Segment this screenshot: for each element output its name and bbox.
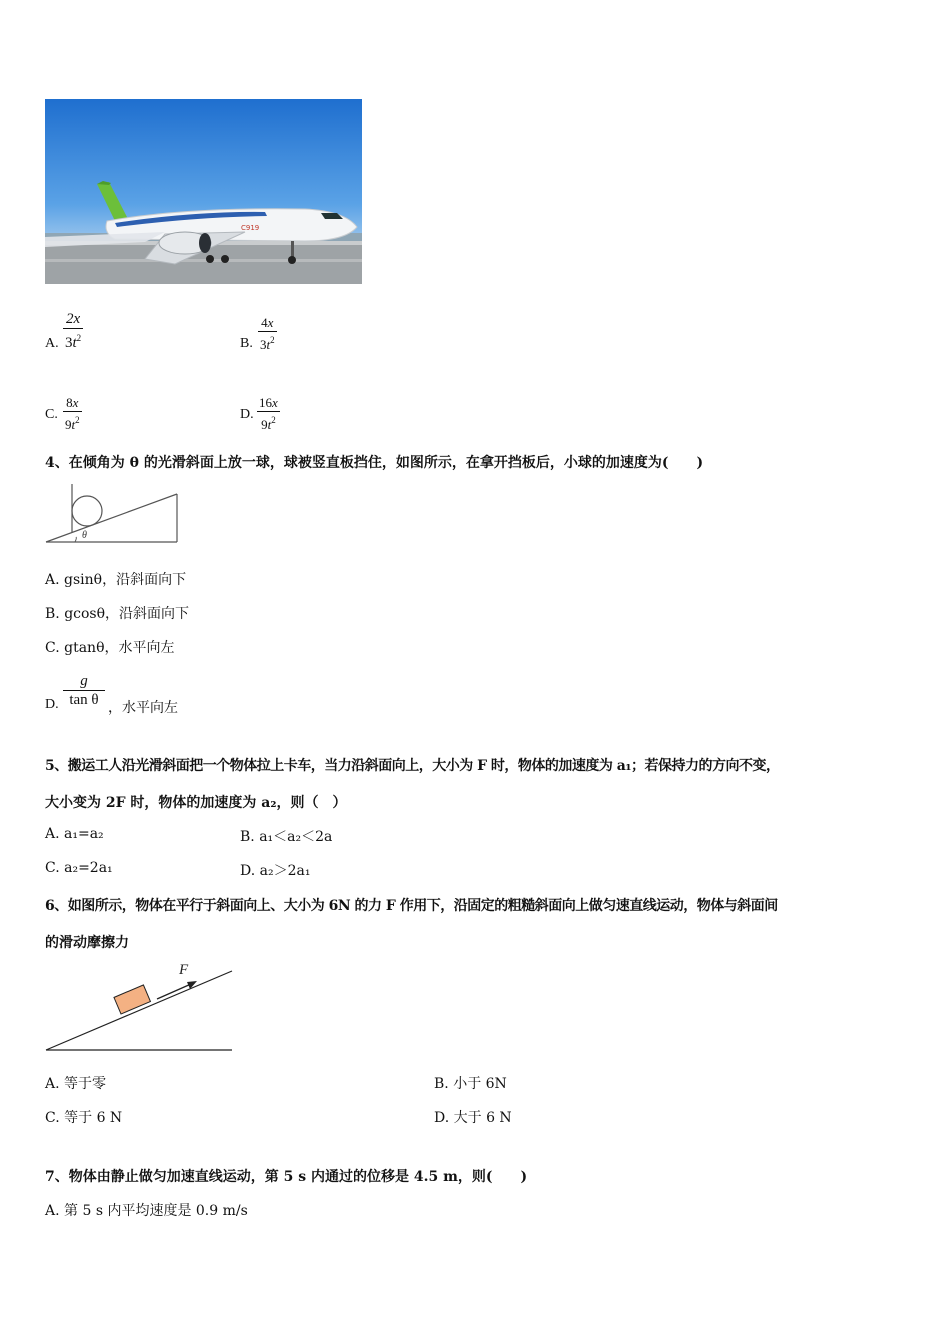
numerator: g: [63, 672, 105, 691]
fraction: [258, 314, 277, 353]
option-tail: ，水平向左: [108, 700, 178, 716]
q4-incline-figure: [45, 482, 180, 544]
denominator: tan θ: [69, 692, 99, 708]
airplane-photo: [45, 99, 362, 284]
q5-stem-line1: 5、搬运工人沿光滑斜面把一个物体拉上卡车，当力沿斜面向上，大小为 F 时，物体的加速度为 a₁；若保持力的方向不变，: [45, 758, 780, 774]
denominator: $3t^2$: [260, 335, 275, 352]
numerator: 8x: [63, 394, 82, 412]
q4-option-c[interactable]: C. gtanθ，水平向左: [45, 640, 175, 656]
q5-stem-line2: 大小变为 2F 时，物体的加速度为 a₂，则（ ）: [45, 795, 347, 811]
numerator: 2x: [63, 310, 83, 329]
option-letter: C.: [45, 407, 58, 422]
q6-stem-line2: 的滑动摩擦力: [45, 935, 129, 951]
option-letter: B.: [240, 336, 253, 351]
numerator: 4x: [258, 314, 277, 332]
denominator: $9t^2$: [261, 415, 276, 432]
option-letter: A.: [45, 336, 59, 351]
denominator: $3t^2$: [65, 333, 82, 351]
q5-option-d[interactable]: D. a₂＞2a₁: [240, 863, 311, 879]
q5-option-c[interactable]: C. a₂=2a₁: [45, 860, 113, 876]
fraction: [63, 310, 83, 352]
option-letter: D.: [45, 697, 59, 712]
q6-stem-line1: 6、如图所示，物体在平行于斜面向上、大小为 6N 的力 F 作用下，沿固定的粗糙斜面向上做匀速直线运动，物体与斜面间: [45, 898, 778, 914]
q6-option-d[interactable]: D. 大于 6 N: [434, 1110, 512, 1126]
theta-label: θ: [82, 530, 87, 541]
q6-option-c[interactable]: C. 等于 6 N: [45, 1110, 123, 1126]
fraction: [63, 672, 105, 709]
fraction: [63, 394, 82, 433]
q7-stem: 7、物体由静止做匀加速直线运动，第 5 s 内通过的位移是 4.5 m，则( ): [45, 1169, 528, 1185]
fuselage-text: C919: [241, 224, 260, 232]
q4-option-a[interactable]: A. gsinθ，沿斜面向下: [45, 572, 187, 588]
q4-option-b[interactable]: B. gcosθ，沿斜面向下: [45, 606, 190, 622]
q4-stem: 4、在倾角为 θ 的光滑斜面上放一球，球被竖直板挡住，如图所示，在拿开挡板后，小球的加速度为( ): [45, 455, 704, 471]
force-label: F: [179, 962, 189, 978]
q7-option-a[interactable]: A. 第 5 s 内平均速度是 0.9 m/s: [45, 1203, 248, 1219]
numerator: 16x: [259, 395, 278, 410]
denominator: $9t^2$: [65, 415, 80, 432]
q6-option-a[interactable]: A. 等于零: [45, 1076, 107, 1092]
q5-option-a[interactable]: A. a₁=a₂: [45, 826, 104, 842]
option-letter: D.: [240, 407, 254, 422]
q5-option-b[interactable]: B. a₁＜a₂＜2a: [240, 829, 333, 845]
q6-block-figure: [45, 958, 235, 1054]
q6-option-b[interactable]: B. 小于 6N: [434, 1076, 507, 1092]
fraction: [257, 394, 280, 433]
